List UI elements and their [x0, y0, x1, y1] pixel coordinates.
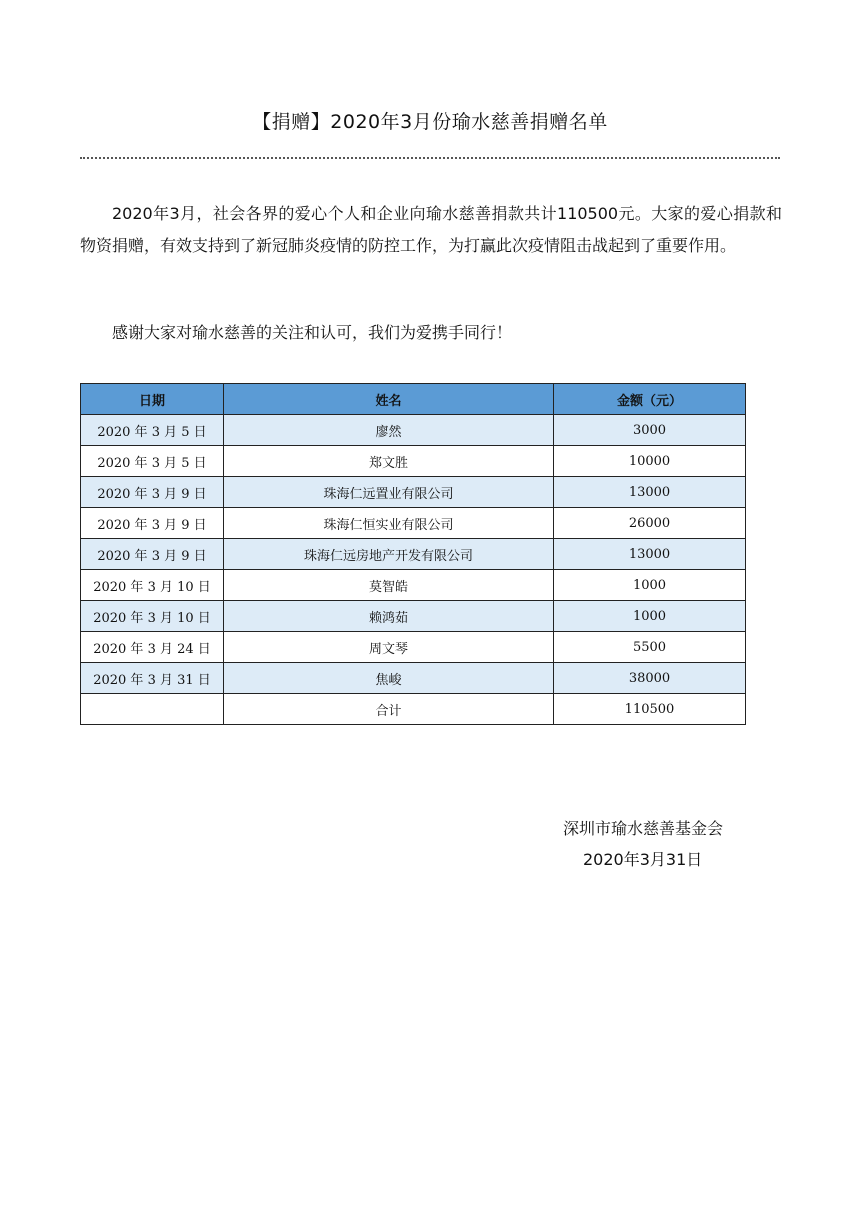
table-row	[81, 570, 746, 601]
row-name: 周文琴	[224, 632, 554, 663]
row-amount: 38000	[554, 663, 746, 694]
table-row	[81, 632, 746, 663]
row-date: 2020 年 3 月 9 日	[81, 539, 224, 570]
total-date	[81, 694, 224, 725]
row-name: 珠海仁远房地产开发有限公司	[224, 539, 554, 570]
header-name: 姓名	[224, 384, 554, 415]
row-date: 2020 年 3 月 31 日	[81, 663, 224, 694]
table-row	[81, 663, 746, 694]
row-name: 廖然	[224, 415, 554, 446]
signature-organization: 深圳市瑜水慈善基金会	[563, 819, 724, 838]
intro-paragraph: 2020年3月，社会各界的爱心个人和企业向瑜水慈善捐款共计110500元。大家的爱心捐款和物资捐赠，有效支持到了新冠肺炎疫情的防控工作，为打赢此次疫情阻击战起到了重要作用。	[80, 204, 782, 255]
row-amount: 13000	[554, 477, 746, 508]
thanks-paragraph: 感谢大家对瑜水慈善的关注和认可，我们为爱携手同行！	[112, 323, 513, 342]
row-amount: 1000	[554, 570, 746, 601]
row-name: 焦峻	[224, 663, 554, 694]
total-amount: 110500	[554, 694, 746, 725]
header-date: 日期	[81, 384, 224, 415]
row-date: 2020 年 3 月 5 日	[81, 415, 224, 446]
row-amount: 5500	[554, 632, 746, 663]
dotted-divider	[80, 157, 780, 159]
row-name: 郑文胜	[224, 446, 554, 477]
table-row	[81, 539, 746, 570]
document-title: 【捐赠】2020年3月份瑜水慈善捐赠名单	[252, 111, 608, 133]
total-row	[81, 694, 746, 725]
row-name: 珠海仁恒实业有限公司	[224, 508, 554, 539]
table-row	[81, 446, 746, 477]
table-row	[81, 601, 746, 632]
row-amount: 13000	[554, 539, 746, 570]
signature-date: 2020年3月31日	[583, 850, 703, 869]
donation-table	[80, 383, 746, 725]
row-date: 2020 年 3 月 9 日	[81, 508, 224, 539]
table-row	[81, 415, 746, 446]
row-date: 2020 年 3 月 9 日	[81, 477, 224, 508]
row-date: 2020 年 3 月 24 日	[81, 632, 224, 663]
header-amount: 金额（元）	[554, 384, 746, 415]
table-row	[81, 508, 746, 539]
row-date: 2020 年 3 月 5 日	[81, 446, 224, 477]
row-name: 赖鸿茹	[224, 601, 554, 632]
row-amount: 26000	[554, 508, 746, 539]
row-amount: 1000	[554, 601, 746, 632]
row-name: 莫智皓	[224, 570, 554, 601]
table-row	[81, 477, 746, 508]
table-header-row	[81, 384, 746, 415]
row-amount: 3000	[554, 415, 746, 446]
row-name: 珠海仁远置业有限公司	[224, 477, 554, 508]
row-date: 2020 年 3 月 10 日	[81, 570, 224, 601]
row-amount: 10000	[554, 446, 746, 477]
row-date: 2020 年 3 月 10 日	[81, 601, 224, 632]
total-label: 合计	[224, 694, 554, 725]
